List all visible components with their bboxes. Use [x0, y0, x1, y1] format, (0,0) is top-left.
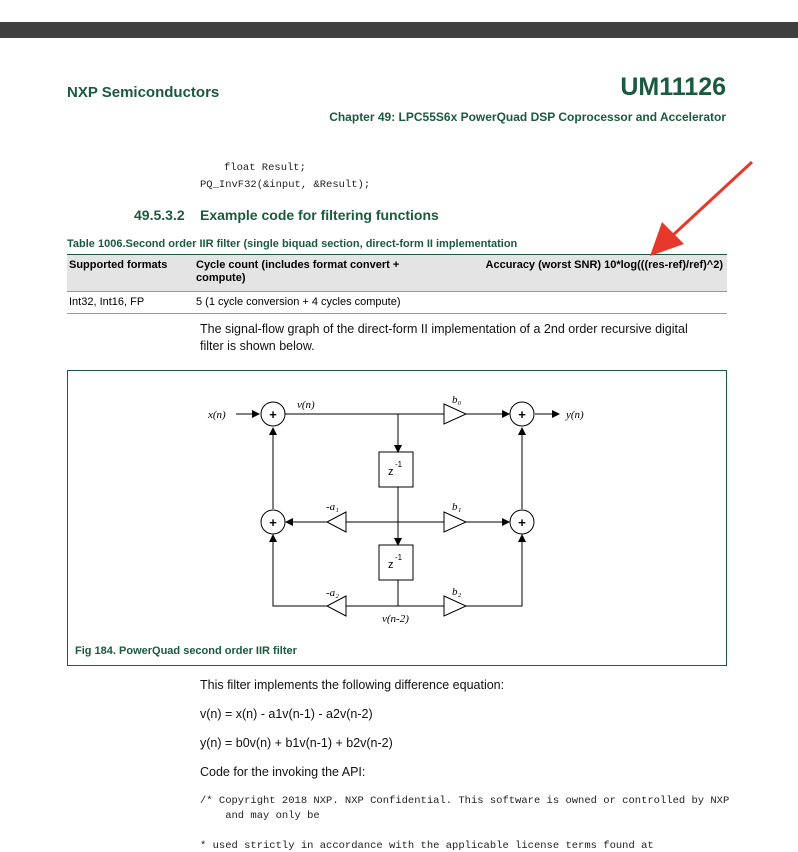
- cell-formats: Int32, Int16, FP: [69, 296, 145, 308]
- plus-sign: +: [269, 515, 277, 530]
- section-number: 49.5.3.2: [134, 207, 185, 223]
- vn2-label: v(n-2): [382, 613, 409, 625]
- document-id: UM11126: [620, 73, 726, 101]
- output-label: y(n): [566, 409, 584, 421]
- vn-label: v(n): [297, 399, 315, 411]
- header-cycles-line2: compute): [196, 272, 246, 284]
- delay1-exp: -1: [395, 460, 403, 469]
- chapter-title: Chapter 49: LPC55S6x PowerQuad DSP Coprocessor and Accelerator: [329, 110, 726, 124]
- code-comment-line-1: /* Copyright 2018 NXP. NXP Confidential. This software is owned or controlled by NXP: [200, 795, 730, 807]
- equation-intro: This filter implements the following difference equation:: [200, 678, 505, 692]
- company-name: NXP Semiconductors: [67, 84, 220, 101]
- b0-label: b₀: [452, 394, 462, 406]
- delay1-base: z: [388, 466, 394, 478]
- code-comment-line-2: and may only be: [200, 810, 320, 822]
- table-caption: Table 1006.Second order IIR filter (single biquad section, direct-form II implementation: [67, 238, 518, 250]
- b2-label: b₂: [452, 586, 462, 598]
- equation-vn: v(n) = x(n) - a1v(n-1) - a2v(n-2): [200, 707, 373, 721]
- plus-sign: +: [518, 407, 526, 422]
- b1-label: b₁: [452, 501, 462, 513]
- plus-sign: +: [269, 407, 277, 422]
- code-intro: Code for the invoking the API:: [200, 765, 366, 779]
- intro-line-2: filter is shown below.: [200, 339, 315, 353]
- header-accuracy: Accuracy (worst SNR) 10*log(((res-ref)/ref)^2): [485, 259, 723, 271]
- code-line-invf32-call: PQ_InvF32(&input, &Result);: [200, 179, 371, 191]
- delay2-base: z: [388, 559, 394, 571]
- annotation-arrow-shaft: [672, 162, 752, 236]
- header-cycles-line1: Cycle count (includes format convert +: [196, 259, 400, 271]
- input-label: x(n): [208, 409, 226, 421]
- code-line-result-decl: float Result;: [224, 162, 306, 174]
- delay2-exp: -1: [395, 553, 403, 562]
- code-comment-line-3: * used strictly in accordance with the applicable license terms found at: [200, 840, 654, 852]
- equation-yn: y(n) = b0v(n) + b1v(n-1) + b2v(n-2): [200, 736, 393, 750]
- a1-label: -a₁: [326, 501, 339, 513]
- cell-cycles: 5 (1 cycle conversion + 4 cycles compute): [196, 296, 401, 308]
- annotation-arrow-head: [650, 222, 684, 256]
- plus-sign: +: [518, 515, 526, 530]
- a2-label: -a₂: [326, 587, 339, 599]
- intro-line-1: The signal-flow graph of the direct-form II implementation of a 2nd order recursive digital: [200, 322, 688, 336]
- header-formats: Supported formats: [69, 259, 168, 271]
- section-title: Example code for filtering functions: [200, 207, 439, 223]
- figure-caption: Fig 184. PowerQuad second order IIR filter: [75, 645, 297, 657]
